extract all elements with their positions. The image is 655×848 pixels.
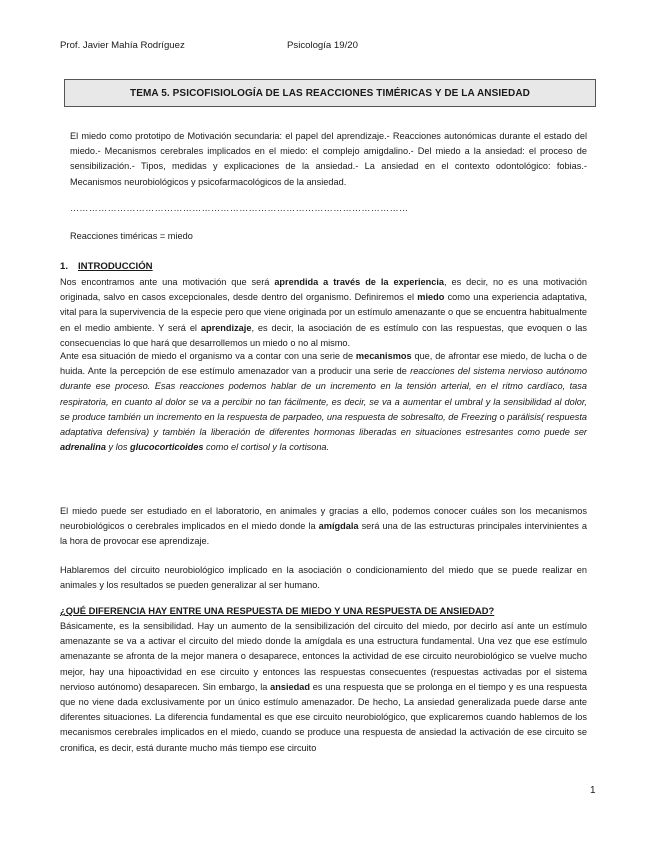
paragraph-4: Hablaremos del circuito neurobiológico implicado en la asociación o condicionamiento del miedo que se puede realizar en animales y los resultados se pueden generalizar al ser humano. — [60, 565, 587, 591]
paragraph-2 — [60, 349, 587, 455]
p1-text-1: Nos encontramos ante una motivación que será — [60, 277, 275, 287]
p1-text-3: como una experiencia adaptativa, vital para la supervivencia de la especie pero que viene originada por un estímulo amenazante o que se encuentra habitualmente en el medio ambiente. Y será el — [60, 292, 587, 333]
summary-paragraph: El miedo como prototipo de Motivación secundaria: el papel del aprendizaje.- Reacciones autonómicas durante el estado del miedo.- Mecanismos cerebrales implicados en el miedo: el complejo amigdalino.- Del miedo a la ansiedad: el proceso de sensibilización.- Tipos, medidas y explicaciones de la ansiedad.- La ansiedad en el contexto odontológico: fobias.- Mecanismos neurobiológicos y psicofarmacológicos de la ansiedad. — [70, 131, 587, 187]
p2-italic-1: reacciones del sistema nervioso autónomo durante ese proceso. Esas reacciones podemos hablar de un incremento en la tensión arterial, en el ritmo cardíaco, tasa respiratoria, en cuanto al dolor se va a percibir no tan fácilmente, es decir, se va a aumentar el umbral y la sensibilidad al dolor, se produce también un incremento en la respuesta de parpadeo, una respuesta de sobresalto, de Freezing o parálisis( respuesta adaptativa defensiva) y también la liberación de diferentes hormonas liberadas en situaciones estresantes como puede ser — [60, 366, 587, 438]
section-title: INTRODUCCIÓN — [78, 261, 153, 272]
p3-text-1: El miedo puede ser estudiado en el laboratorio, en animales y gracias a ello, podemos conocer cuáles son los mecanismos neurobiológicos o cerebrales implicados en el miedo donde la — [60, 506, 587, 532]
p1-bold-2: miedo — [417, 292, 445, 303]
p1-bold-3: aprendizaje — [200, 322, 252, 333]
section-number: 1. — [60, 261, 69, 272]
page-number: 1 — [590, 785, 596, 796]
p2-italic-3: como el cortisol y la cortisona. — [203, 442, 330, 453]
p1-text-4: , es decir, la asociación de es estímulo con las respuestas, que evoquen o las consecuencias lo que hará que desarrollemos un miedo o no al mismo. — [60, 322, 587, 348]
p5-text-1: Básicamente, es la sensibilidad. Hay un aumento de la sensibilización del circuito del miedo, por decirlo así ante un estímulo amenazante se va a activar el circuito del miedo donde la amígdala es una estructura fundamental. Una vez que ese estímulo amenazante se afronta de la mejor manera o desaparece, entonces la actividad de ese circuito neurobiológico se vuelve mucho mejor, hay una hipoactividad en ese circuito y entonces las respuestas consecuentes (respuestas activadas por el sistema nervioso autónomo) desaparecen. Sin embargo, la — [60, 621, 587, 692]
question-heading: ¿QUÉ DIFERENCIA HAY ENTRE UNA RESPUESTA DE MIEDO Y UNA RESPUESTA DE ANSIEDAD? — [60, 605, 495, 616]
p5-bold-1: ansiedad — [270, 681, 310, 692]
p1-text-2: , es decir, no es una motivación originada, salvo en casos excepcionales, desde dentro del organismo. Definiremos el — [60, 277, 587, 303]
paragraph-3 — [60, 504, 587, 550]
p2-text-2: que, de afrontar ese miedo, de lucha o de huida. Ante la percepción de ese estímulo amenazador van a producir una serie de — [60, 351, 587, 377]
paragraph-5 — [60, 619, 587, 756]
p2-bold-italic-2: glucocorticoides — [129, 442, 204, 453]
page-title: TEMA 5. PSICOFISIOLOGÍA DE LAS REACCIONES TIMÉRICAS Y DE LA ANSIEDAD — [64, 79, 596, 107]
p2-text-1: Ante esa situación de miedo el organismo va a contar con una serie de — [60, 351, 356, 361]
p2-italic-2: y los — [105, 442, 130, 453]
p1-bold-1: aprendida a través de la experiencia — [274, 277, 445, 287]
p5-text-2: es una respuesta que se prolonga en el tiempo y es una respuesta que no viene dada exclusivamente por un único estímulo amenazador. De hecho, La ansiedad generalizada puede darse ante diferentes situaciones. La diferencia fundamental es que ese circuito neurobiológico, que explicaremos cuando hablemos de los mecanismos cerebrales implicados en el miedo, cuando se produce una respuesta de ansiedad la activación de ese circuito se cronifica, es decir, está durante mucho más tiempo ese circuito — [60, 681, 587, 753]
header-course: Psicología 19/20 — [287, 40, 358, 51]
section-heading-introduccion — [60, 261, 153, 272]
header-author: Prof. Javier Mahía Rodríguez — [60, 40, 185, 51]
paragraph-1 — [60, 275, 587, 351]
p2-bold-1: mecanismos — [355, 351, 412, 361]
p3-text-2: será una de las estructuras principales intervinientes a la hora de provocar ese aprendizaje. — [60, 521, 587, 547]
p3-bold-1: amígdala — [318, 521, 359, 532]
reacciones-line: Reacciones timéricas = miedo — [70, 231, 193, 241]
dotted-separator: ……………………………………………………………………………………………… — [70, 203, 409, 213]
p2-bold-italic-1: adrenalina — [60, 442, 106, 453]
